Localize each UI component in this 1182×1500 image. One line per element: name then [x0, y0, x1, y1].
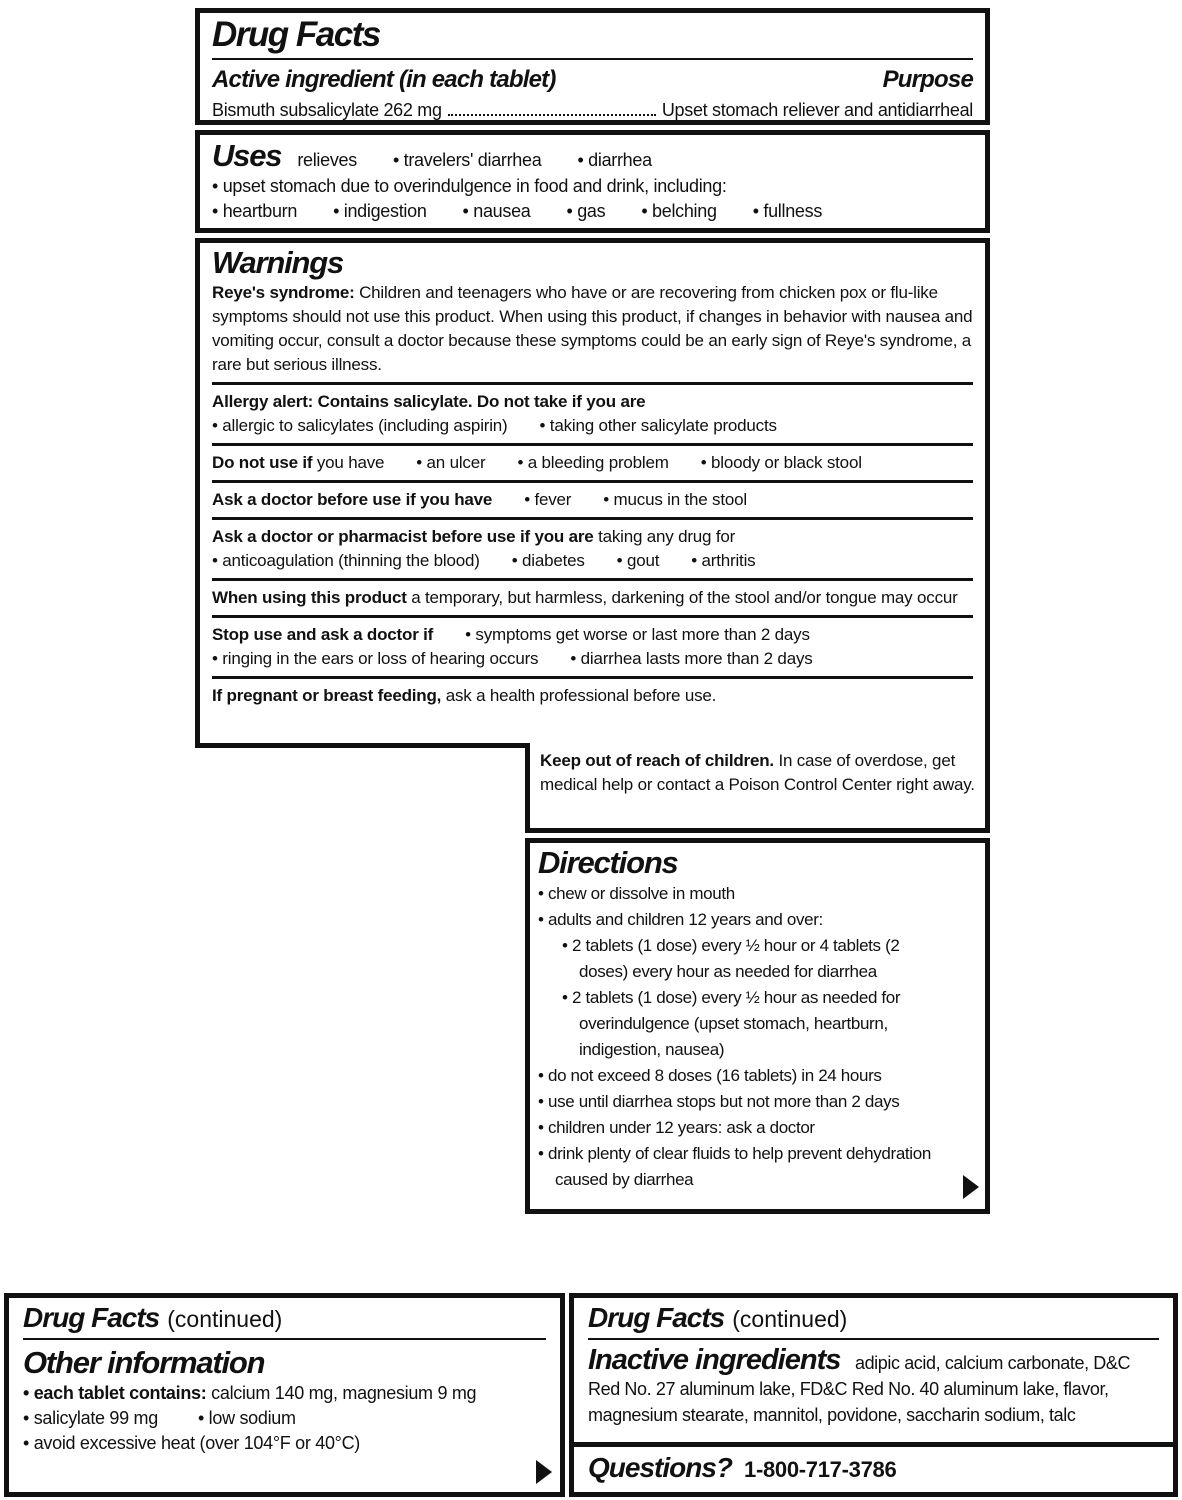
tablet-contains-text: calcium 140 mg, magnesium 9 mg: [206, 1383, 477, 1403]
do-not-use-lead: Do not use if: [212, 453, 313, 472]
pregnant-lead: If pregnant or breast feeding,: [212, 686, 442, 705]
section-divider: [212, 615, 973, 618]
directions-item: • chew or dissolve in mouth: [538, 884, 735, 903]
directions-panel: [525, 838, 990, 1214]
ask-pharmacist-item: • diabetes: [511, 551, 585, 570]
drug-facts-title: Drug Facts: [212, 15, 380, 54]
other-info-item: • avoid excessive heat (over 104°F or 40°C): [23, 1433, 360, 1453]
allergy-item: • allergic to salicylates (including aspirin): [212, 416, 508, 435]
continued-title-rest: (continued): [732, 1306, 848, 1332]
continue-arrow-icon: [536, 1460, 552, 1484]
dotted-leader: [448, 101, 656, 116]
continued-title-bold: Drug Facts: [23, 1302, 160, 1333]
stop-use-warning: [212, 623, 973, 647]
when-using-text: a temporary, but harmless, darkening of the stool and/or tongue may occur: [406, 588, 958, 607]
allergy-alert-warning: [212, 390, 973, 414]
panel-step-border: [195, 743, 530, 748]
ask-doctor-lead: Ask a doctor before use if you have: [212, 490, 493, 509]
inactive-ingredients-panel: [569, 1293, 1178, 1497]
other-information-heading: Other information: [23, 1345, 265, 1380]
pregnant-text: ask a health professional before use.: [441, 686, 717, 705]
reyes-syndrome-warning: [212, 281, 973, 377]
directions-item: • use until diarrhea stops but not more than 2 days: [538, 1092, 900, 1111]
section-divider: [212, 578, 973, 581]
ask-doctor-item: • fever: [524, 490, 572, 509]
other-information-panel: [4, 1293, 565, 1497]
continued-title-bold: Drug Facts: [588, 1302, 725, 1333]
uses-item: • fullness: [752, 201, 823, 221]
tablet-contains-lead: • each tablet contains:: [23, 1383, 207, 1403]
section-divider: [212, 443, 973, 446]
ask-pharmacist-item: • anticoagulation (thinning the blood): [212, 551, 480, 570]
drug-facts-header-panel: [195, 8, 990, 125]
when-using-warning: [212, 586, 973, 610]
section-divider: [212, 480, 973, 483]
allergy-alert-lead: Allergy alert: Contains salicylate. Do not take if you are: [212, 392, 646, 411]
ask-pharmacist-item: • arthritis: [691, 551, 756, 570]
title-rule: [212, 58, 973, 60]
section-divider: [212, 676, 973, 679]
continued-title: [588, 1302, 1159, 1335]
directions-item: • adults and children 12 years and over:: [538, 910, 823, 929]
warnings-heading: Warnings: [212, 245, 344, 280]
uses-item: • diarrhea: [577, 150, 652, 170]
keep-out-text: In case of overdose, get medical help or contact a Poison Control Center right away.: [540, 751, 975, 794]
uses-item: • heartburn: [212, 201, 298, 221]
warnings-panel: [195, 238, 990, 748]
active-ingredient-heading: Active ingredient (in each tablet): [212, 66, 556, 93]
directions-heading: Directions: [538, 845, 678, 880]
do-not-use-item: • a bleeding problem: [517, 453, 669, 472]
stop-use-item: • diarrhea lasts more than 2 days: [570, 649, 813, 668]
uses-item: • travelers' diarrhea: [392, 150, 542, 170]
title-rule: [23, 1338, 546, 1340]
do-not-use-warning: [212, 451, 973, 475]
uses-intro: relieves: [297, 150, 357, 170]
questions-heading: Questions?: [588, 1452, 733, 1483]
do-not-use-text: you have: [316, 453, 385, 472]
continued-title: [23, 1302, 546, 1335]
continued-title-rest: (continued): [167, 1306, 283, 1332]
pregnant-warning: [212, 684, 973, 708]
uses-item: • upset stomach due to overindulgence in food and drink, including:: [212, 176, 727, 196]
ask-pharmacist-item: • gout: [616, 551, 660, 570]
stop-use-item: • symptoms get worse or last more than 2 days: [465, 625, 810, 644]
ingredient-purpose: Upset stomach reliever and antidiarrheal: [661, 100, 973, 120]
uses-item: • belching: [641, 201, 717, 221]
do-not-use-item: • bloody or black stool: [700, 453, 862, 472]
uses-item: • indigestion: [333, 201, 427, 221]
questions-section: [574, 1447, 1173, 1484]
when-using-lead: When using this product: [212, 588, 407, 607]
directions-subitem: • 2 tablets (1 dose) every ½ hour or 4 tablets (2 doses) every hour as needed for diarrhea: [562, 936, 900, 981]
directions-subitem: • 2 tablets (1 dose) every ½ hour as needed for overindulgence (upset stomach, heartburn, indigestion, nausea): [562, 988, 901, 1059]
inactive-ingredients-paragraph: [588, 1345, 1159, 1428]
ask-pharmacist-text: taking any drug for: [598, 527, 736, 546]
ask-pharmacist-lead: Ask a doctor or pharmacist before use if you are: [212, 527, 594, 546]
ingredient-name: Bismuth subsalicylate 262 mg: [212, 100, 442, 120]
ask-pharmacist-warning: [212, 525, 973, 549]
stop-use-lead: Stop use and ask a doctor if: [212, 625, 434, 644]
purpose-heading: Purpose: [882, 66, 973, 93]
questions-phone: 1-800-717-3786: [744, 1457, 897, 1482]
continue-arrow-icon: [963, 1175, 979, 1199]
ask-doctor-item: • mucus in the stool: [603, 490, 747, 509]
other-info-item: • low sodium: [197, 1408, 296, 1428]
inactive-ingredients-text: adipic acid, calcium carbonate, D&C Red No. 27 aluminum lake, FD&C Red No. 40 aluminum lake, flavor, magnesium stearate, mannitol, povidone, saccharin sodium, talc: [588, 1353, 1131, 1425]
section-divider: [212, 517, 973, 520]
allergy-item: • taking other salicylate products: [539, 416, 777, 435]
reyes-syndrome-lead: Reye's syndrome:: [212, 283, 355, 302]
directions-item: • children under 12 years: ask a doctor: [538, 1118, 815, 1137]
uses-item: • gas: [566, 201, 606, 221]
title-rule: [588, 1338, 1159, 1340]
inactive-ingredients-heading: Inactive ingredients: [588, 1344, 841, 1376]
inactive-ingredients-section: [574, 1298, 1173, 1447]
uses-heading: Uses: [212, 138, 282, 173]
directions-item: • drink plenty of clear fluids to help prevent dehydration caused by diarrhea: [538, 1144, 931, 1189]
other-info-item: • salicylate 99 mg: [23, 1408, 158, 1428]
stop-use-item: • ringing in the ears or loss of hearing occurs: [212, 649, 539, 668]
keep-out-lead: Keep out of reach of children.: [540, 751, 774, 770]
ask-doctor-warning: [212, 488, 973, 512]
directions-item: • do not exceed 8 doses (16 tablets) in 24 hours: [538, 1066, 882, 1085]
keep-out-warning: [540, 749, 975, 797]
section-divider: [212, 382, 973, 385]
keep-out-panel: [525, 748, 990, 833]
uses-panel: [195, 130, 990, 233]
other-info-item: [23, 1381, 546, 1406]
uses-item: • nausea: [462, 201, 531, 221]
reyes-syndrome-text: Children and teenagers who have or are recovering from chicken pox or flu-like symptoms should not use this product. When using this product, if changes in behavior with nausea and vomiting occur, consult a doctor because these symptoms could be an early sign of Reye's syndrome, a rare but serious illness.: [212, 283, 973, 374]
do-not-use-item: • an ulcer: [416, 453, 486, 472]
